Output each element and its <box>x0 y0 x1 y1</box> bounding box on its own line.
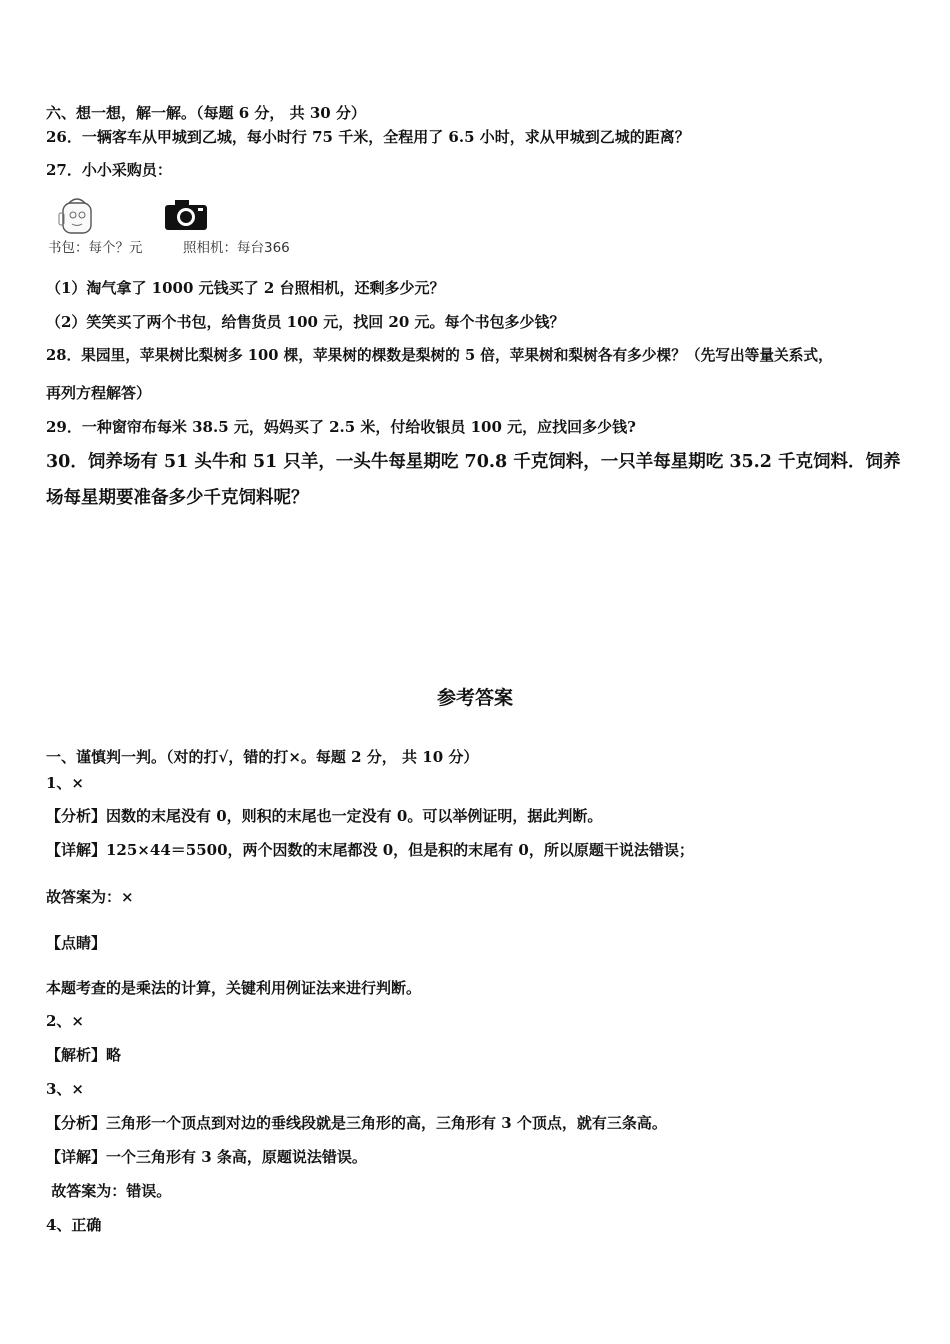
answer-3-detail: 【详解】一个三角形有 3 条高，原题说法错误。 <box>46 1148 367 1166</box>
backpack-caption: 书包：每个？元 <box>48 240 143 256</box>
question-27-2: （2）笑笑买了两个书包，给售货员 100 元，找回 20 元。每个书包多少钱？ <box>46 313 565 331</box>
section-6-heading: 六、想一想，解一解。（每题 6 分， 共 30 分） <box>46 104 366 122</box>
answer-1-comment: 本题考查的是乘法的计算，关键利用例证法来进行判断。 <box>46 979 422 997</box>
question-26: 26．一辆客车从甲城到乙城，每小时行 75 千米，全程用了 6.5 小时，求从甲城到乙城的距离？ <box>46 128 690 146</box>
answer-1: 1、× <box>46 774 85 792</box>
answer-1-result: 故答案为：× <box>46 888 134 906</box>
question-28-line1: 28．果园里，苹果树比梨树多 100 棵，苹果树的棵数是梨树的 5 倍，苹果树和梨树各有多少棵？（先写出等量关系式， <box>46 347 833 364</box>
answers-title: 参考答案 <box>436 687 513 709</box>
question-28-line2: 再列方程解答） <box>46 384 152 402</box>
answer-2: 2、× <box>46 1012 85 1030</box>
answer-4: 4、正确 <box>46 1216 102 1234</box>
question-29: 29．一种窗帘布每米 38.5 元，妈妈买了 2.5 米，付给收银员 100 元，应找回多少钱? <box>46 418 636 436</box>
answer-2-analysis: 【解析】略 <box>46 1046 122 1064</box>
question-27: 27．小小采购员： <box>46 161 172 179</box>
answers-section-1-heading: 一、谨慎判一判。（对的打√，错的打×。每题 2 分， 共 10 分） <box>46 748 479 766</box>
answer-1-comment-heading: 【点睛】 <box>46 934 107 952</box>
question-30-line2: 场每星期要准备多少千克饲料呢？ <box>46 488 309 508</box>
backpack-icon <box>55 195 99 235</box>
question-27-1: （1）淘气拿了 1000 元钱买了 2 台照相机，还剩多少元？ <box>46 279 445 297</box>
camera-icon <box>163 198 209 232</box>
answer-3-analysis: 【分析】三角形一个顶点到对边的垂线段就是三角形的高，三角形有 3 个顶点，就有三条高。 <box>46 1114 667 1132</box>
answer-3-result: 故答案为：错误。 <box>46 1182 172 1200</box>
question-30-line1: 30．饲养场有 51 头牛和 51 只羊，一头牛每星期吃 70.8 千克饲料，一只羊每星期吃 35.2 千克饲料．饲养 <box>46 452 901 472</box>
answer-1-detail: 【详解】125×44＝5500，两个因数的末尾都没 0，但是积的末尾有 0，所以原题干说法错误； <box>46 841 694 859</box>
answer-1-analysis: 【分析】因数的末尾没有 0，则积的末尾也一定没有 0。可以举例证明，据此判断。 <box>46 807 603 825</box>
answer-3: 3、× <box>46 1080 85 1098</box>
camera-caption: 照相机：每台366 <box>183 240 290 256</box>
